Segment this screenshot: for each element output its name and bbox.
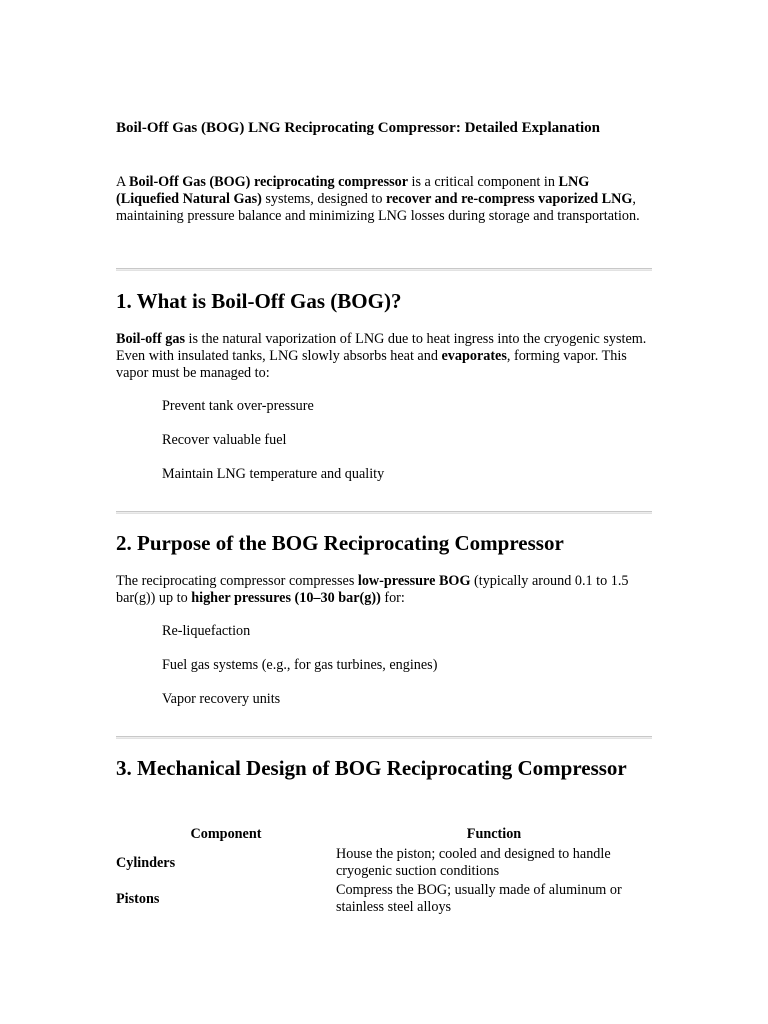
intro-bold-term: LNG (Liquefied Natural Gas) bbox=[116, 174, 590, 207]
section-heading-3: 3. Mechanical Design of BOG Reciprocating Compressor bbox=[116, 756, 627, 780]
horizontal-divider bbox=[116, 511, 652, 514]
intro-text: A bbox=[116, 174, 130, 190]
section1-bold-term: evaporates bbox=[441, 348, 507, 364]
table-header-cell: Component bbox=[190, 825, 262, 842]
section-heading-1: 1. What is Boil-Off Gas (BOG)? bbox=[116, 289, 402, 313]
section2-text: The reciprocating compressor compresses bbox=[116, 573, 358, 589]
list-item: Maintain LNG temperature and quality bbox=[162, 466, 385, 482]
intro-text: , maintaining pressure balance and minimizing LNG losses during storage and transportation. bbox=[116, 191, 640, 224]
table-cell-component: Cylinders bbox=[116, 854, 176, 871]
table-header-cell: Function bbox=[466, 825, 522, 842]
document-title: Boil-Off Gas (BOG) LNG Reciprocating Compressor: Detailed Explanation bbox=[116, 120, 601, 136]
list-item: Recover valuable fuel bbox=[162, 432, 287, 448]
component-table bbox=[116, 825, 652, 917]
section1-bold-term: Boil-off gas bbox=[116, 331, 185, 347]
section2-bold-term: low-pressure BOG bbox=[357, 573, 471, 589]
list-item: Fuel gas systems (e.g., for gas turbines, engines) bbox=[162, 657, 438, 673]
section2-text: for: bbox=[380, 590, 405, 606]
section1-text: is the natural vaporization of LNG due to heat ingress into the cryogenic system. Even with insulated tanks, LNG slowly absorbs heat and bbox=[116, 331, 647, 364]
section2-paragraph bbox=[116, 573, 652, 607]
table-header-row bbox=[116, 825, 652, 845]
list-item: Vapor recovery units bbox=[162, 691, 281, 707]
intro-bold-term: Boil-Off Gas (BOG) reciprocating compressor bbox=[129, 174, 408, 190]
section2-bold-term: higher pressures (10–30 bar(g)) bbox=[191, 590, 381, 606]
intro-bold-term: recover and re-compress vaporized LNG bbox=[385, 191, 633, 207]
horizontal-divider bbox=[116, 268, 652, 271]
section1-text: , forming vapor. This vapor must be managed to: bbox=[116, 348, 627, 381]
intro-paragraph bbox=[116, 174, 652, 225]
list-item: Re-liquefaction bbox=[162, 623, 251, 639]
table-cell-component: Pistons bbox=[116, 890, 160, 907]
section2-text: (typically around 0.1 to 1.5 bar(g)) up to bbox=[116, 573, 629, 606]
list-item: Prevent tank over-pressure bbox=[162, 398, 314, 414]
table-cell-function: House the piston; cooled and designed to handle cryogenic suction conditions bbox=[336, 846, 611, 879]
horizontal-divider bbox=[116, 736, 652, 739]
intro-text: is a critical component in bbox=[408, 174, 559, 190]
intro-text: systems, designed to bbox=[261, 191, 386, 207]
section-heading-2: 2. Purpose of the BOG Reciprocating Compressor bbox=[116, 531, 564, 555]
section1-paragraph bbox=[116, 331, 652, 382]
table-row bbox=[116, 845, 652, 881]
table-cell-function: Compress the BOG; usually made of aluminum or stainless steel alloys bbox=[336, 882, 622, 915]
table-row bbox=[116, 881, 652, 917]
